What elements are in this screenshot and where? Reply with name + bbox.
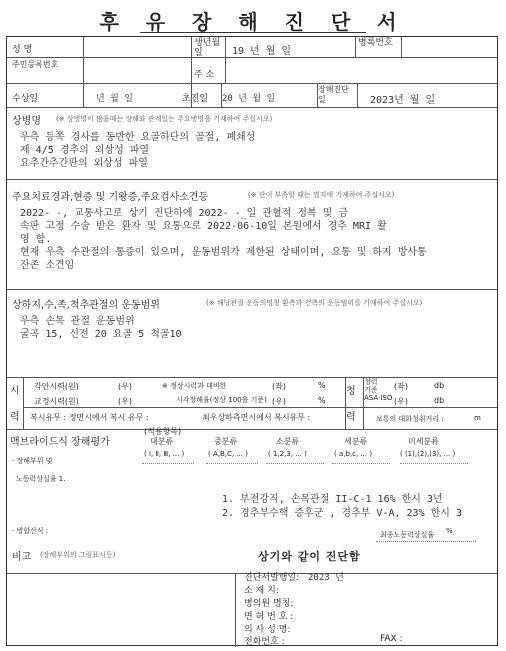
diagnosis-line: 제 4/5 경추의 외상성 파열 bbox=[20, 145, 150, 156]
hearing-criteria: 청력기준ASA·ISO bbox=[364, 378, 393, 402]
mcbride-result: 1. 부전강직, 손목관절 II-C-1 16% 한시 3년 bbox=[222, 494, 443, 505]
rom-note: (※ 해당관절 운동의명칭 환측과 건측의 운동범위를 기재하여 주십시오) bbox=[206, 299, 423, 307]
mcbride-hint-minor: ( 1,2,3, ... ) bbox=[268, 450, 307, 458]
ward-label: 병록번호 bbox=[358, 38, 393, 48]
rrn-label: 주민등록번호 bbox=[12, 60, 59, 69]
title-underline bbox=[140, 32, 366, 33]
mcbride-result: 2. 경추부수핵 증후군 , 경추부 V-A, 23% 한시 3 bbox=[222, 508, 462, 519]
treatment-line: 현재 우측 수관절의 통증이 있으며, 운동범위가 제한된 상태이며, 요통 및 하지 방사통 bbox=[20, 247, 427, 258]
near-vision-label: 교정시력(원) bbox=[34, 397, 79, 406]
issue-date-value: 2023 년 bbox=[308, 573, 344, 583]
mcbride-label: 맥브라이드식 장해평가 bbox=[10, 437, 110, 448]
remarks-note: (장해부위의 그림표시등) bbox=[40, 551, 116, 559]
rom-line: 우측 손목 관절 운동범위 bbox=[20, 316, 135, 327]
speech-label: 보통의 대화청취거리 : bbox=[376, 415, 444, 423]
doctor-label: 의 사 성 명: bbox=[244, 625, 291, 635]
issue-date-label: 진단서발행일: bbox=[244, 573, 300, 583]
injury-date-label: 수상일 bbox=[12, 94, 39, 104]
speech-unit: m bbox=[474, 414, 481, 422]
field-left-pct: % bbox=[318, 381, 326, 390]
birth-value: 19 년 월 일 bbox=[232, 46, 292, 57]
field-label: ※ 정상시력과 대비한 bbox=[162, 382, 227, 390]
field-left: (좌) bbox=[272, 382, 286, 391]
first-visit-label: 초진일 bbox=[182, 94, 209, 104]
field-right-pct: % bbox=[318, 396, 326, 405]
address-label: 소 재 지: bbox=[244, 586, 279, 596]
fax-label: FAX : bbox=[380, 634, 403, 644]
mcbride-col-sub: 세분류 bbox=[344, 437, 368, 446]
first-visit-value: 20 년 월 일 bbox=[222, 94, 276, 104]
vision-label-si: 시 bbox=[10, 386, 20, 397]
diagnosis-line: 우측 등쪽 경사를 동반한 요골하단의 골절, 폐쇄성 bbox=[20, 132, 256, 143]
address-label: 주 소 bbox=[194, 70, 215, 80]
disability-date-value: 2023년 월 일 bbox=[370, 95, 436, 106]
rom-label: 상하지,수,족,척추관절의 운동범위 bbox=[12, 300, 160, 311]
mcbride-col-mid: 중분류 bbox=[214, 437, 238, 446]
name-label: 성 명 bbox=[12, 45, 33, 55]
treatment-line: 속판 고정 수술 받은 환자 및 요통으로 2022-06-10일 본원에서 경추 MRI 촬 bbox=[20, 221, 387, 232]
mcbride-area-label: · 장해부위 및 bbox=[12, 457, 53, 465]
remarks-label: 비고 bbox=[12, 552, 32, 563]
hearing-label-ryeok: 력 bbox=[346, 412, 356, 423]
mcbride-hint-sub: ( a,b,c, ... ) bbox=[334, 450, 373, 458]
hearing-right: (우) bbox=[394, 397, 408, 406]
final-loss-unit: % bbox=[446, 527, 453, 535]
diagnosis-note: (※ 상병명이 많을때는 장해와 관계있는 주요병명을 기재하여 주십시오) bbox=[56, 115, 273, 123]
mcbride-col-major: 대분류 bbox=[150, 437, 174, 446]
rom-line: 굴곡 15, 신전 20 요골 5 척골10 bbox=[20, 329, 182, 340]
far-vision-label: 각안시력(원) bbox=[34, 382, 79, 391]
field-label-2: 시각장해율(정상 100을 기준) bbox=[176, 396, 267, 404]
diplopia-front: 복시유무 : 정면시에서 복시 유무 : bbox=[30, 413, 149, 422]
mcbride-col-micro: 미세분류 bbox=[408, 437, 439, 446]
hospital-label: 병의원 명칭: bbox=[244, 599, 294, 609]
final-loss-label: 최종노동력상실율 bbox=[380, 531, 435, 539]
mcbride-hint-major: ( Ⅰ, Ⅱ, Ⅲ, ... ) bbox=[144, 450, 185, 458]
diagnosis-line: 요추간추간판의 외상성 파열 bbox=[20, 158, 148, 169]
combined-formula-label: · 병합산식 : bbox=[12, 527, 49, 535]
hearing-left-db: db bbox=[434, 381, 445, 390]
far-vision-right: (우) bbox=[118, 382, 132, 391]
hearing-right-db: db bbox=[434, 396, 445, 405]
near-vision-right: (우) bbox=[118, 397, 132, 406]
treatment-line: 영 함. bbox=[20, 234, 52, 245]
mcbride-col-apply: (적용항목) bbox=[144, 427, 182, 436]
mcbride-labor-label: 노동력상실율 1. bbox=[16, 475, 66, 483]
diagnosis-label: 상병명 bbox=[12, 116, 41, 127]
mcbride-col-minor: 소분류 bbox=[276, 437, 300, 446]
hearing-left: (좌) bbox=[394, 382, 408, 391]
certify-heading: 상기와 같이 진단함 bbox=[258, 550, 361, 563]
injury-date-value: 년 월 일 bbox=[96, 94, 133, 104]
diplopia-gaze: 최우상하측면시에서 복시유무 : bbox=[202, 413, 311, 422]
mcbride-hint-mid: ( A,B,C, ... ) bbox=[208, 450, 248, 458]
treatment-note: (※ 란이 부족할 때는 별지에 기재하여 주십시오) bbox=[248, 191, 395, 199]
field-right: (우) bbox=[272, 397, 286, 406]
treatment-label: 주요치료경과,현증 및 기왕증,주요검사소견등 bbox=[12, 192, 209, 203]
treatment-line: 2022- -, 교통사고로 상기 진단하에 2022- -_일 관혈적 정복 및 금 bbox=[20, 208, 349, 219]
vision-label-ryeok: 력 bbox=[10, 412, 20, 423]
birth-label: 생년월일 bbox=[194, 38, 221, 58]
license-label: 면 허 번 호 : bbox=[244, 612, 294, 622]
treatment-line: 잔존 소견임 bbox=[20, 260, 75, 271]
phone-label: 전화번호 : bbox=[244, 637, 285, 647]
hearing-label-cheong: 청 bbox=[346, 386, 356, 397]
mcbride-hint-micro: ( (1),(2),(3), ... ) bbox=[400, 450, 456, 458]
disability-date-label: 장해진단일 bbox=[318, 85, 349, 104]
document-title: 후 유 장 해 진 단 서 bbox=[99, 10, 407, 34]
